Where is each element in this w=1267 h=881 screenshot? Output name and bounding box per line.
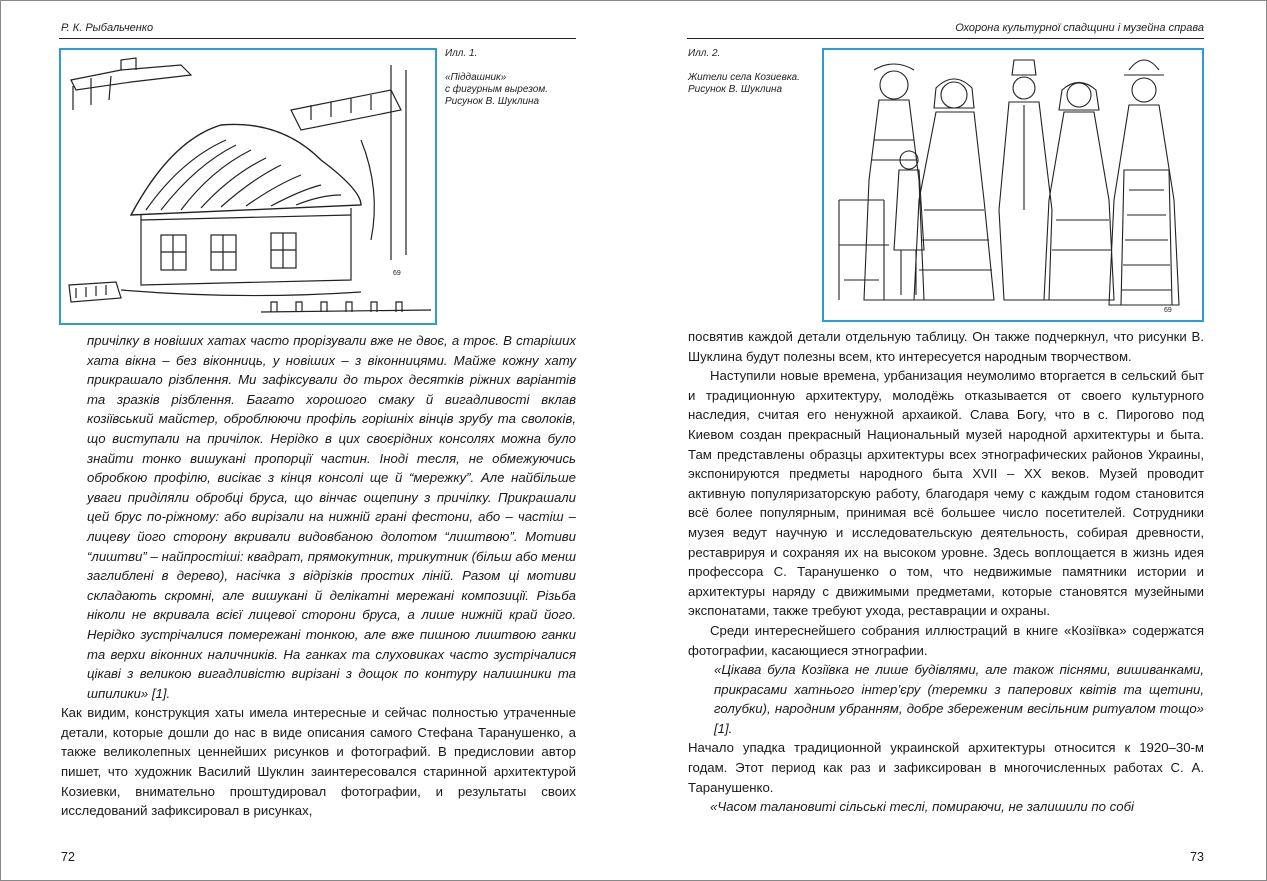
left-header: Р. К. Рыбальченко <box>61 22 154 34</box>
right-caption-line-2: Рисунок В. Шуклина <box>688 84 783 95</box>
left-caption-line-1: «Піддашник» <box>445 72 507 83</box>
right-header: Охорона культурної спадщини і музейна справа <box>955 22 1204 34</box>
right-signature: 69 <box>1164 307 1172 314</box>
right-header-rule <box>687 38 1204 39</box>
right-para-3: Среди интереснейшего собрания иллюстраций в книге «Козіївка» содержатся фотографии, касающиеся этнографии. <box>688 622 1204 658</box>
right-page <box>633 1 1266 880</box>
left-caption-number: Илл. 1. <box>445 48 478 59</box>
right-para-1: посвятив каждой детали отдельную таблицу. Он также подчеркнул, что рисунки В. Шуклина будут полезны всем, кто интересуется народным творчеством. <box>688 329 1204 364</box>
left-caption <box>445 48 595 108</box>
left-body-paragraph: Как видим, конструкция хаты имела интересные и сейчас полностью утраченные детали, которые дошли до нас в виде описания самого Стефана Таранушенко, а также великолепных ценнейших рисунков и фотографий. В предисловии автор пишет, что художник Василий Шуклин заинтересовался старинной архитектурой Козиевки, внимательно проштудировал фотографии, и результаты своих исследований зафиксировал в рисунках, <box>61 705 576 819</box>
left-caption-line-2: с фигурным вырезом. <box>445 84 549 95</box>
right-page-number: 73 <box>1190 850 1204 864</box>
right-quote-2: «Часом талановиті сільські теслі, помираючи, не залишили по собі <box>710 799 1134 815</box>
left-header-rule <box>59 38 576 39</box>
right-text-block <box>688 327 1204 817</box>
left-caption-line-3: Рисунок В. Шуклина <box>445 96 540 107</box>
thatched-house-drawing-icon <box>61 50 435 323</box>
villagers-drawing-icon <box>824 50 1202 320</box>
right-caption-number: Илл. 2. <box>688 48 721 59</box>
figure-villagers <box>822 48 1204 322</box>
left-quote-continued: причілку в новіших хатах часто прорізували вже не двоє, а троє. В старіших хата вікна – без віконниць, у новіших – з віконницями. Майже кожну хату прикрашало різблення. Ми зафіксували до тьрох десятків ріжних варіантів та зразків різблення. Багато хорошого смаку й вигадливості вклав козіївський майстер, оброблюючи профіль горішніх вінців зрубу та сволоків, що виступали на причілок. Нерідко в цих своєрідних консолях можна було знайти тонко вишукані пропорції частин. Іноді тесля, не обмежуючись обробкою профілю, висікає з кінця консолі ще й “мережку”. Але найбільше уваги приділяли обробці бруса, що вінчає ощепину з причілку. Прикрашали цей брус по-ріжному: або вирізали на нижній грані фестони, або – частіш – лицеву його сторону вкривали видовбаною долотом “лиштвою”. Мотиви “лиштви” – найпростіші: квадрат, прямокутник, трикутник (більш або менш заглиблені в дерево), насічка з відрізків простих ліній. Разом ці мотиви складають скромні, але вишукані й делікатні мережані композиції. Різьба ніколи не вкривала всієї лицевої сторони бруса, а лише нижній край його. Нерідко зустрічалися помережані тонкою, але вже пишною лиштвою ганки та верхи віконних наличників. На ганках та слуховиках часто зустрічалися цікаві з великою вигадливістю вирізані з дощок по контуру налишники та шпилики» [1]. <box>87 333 576 701</box>
left-page <box>1 1 633 880</box>
left-text-block <box>61 331 576 821</box>
left-page-number: 72 <box>61 850 75 864</box>
figure-house <box>59 48 437 325</box>
left-signature: 69 <box>393 270 401 277</box>
right-caption <box>688 48 828 96</box>
right-para-4: Начало упадка традиционной украинской архитектуры относится к 1920–30-м годам. Этот период как раз и зафиксирован в многочисленных работах С. А. Таранушенко. <box>688 740 1204 795</box>
right-caption-line-1: Жители села Козиевка. <box>688 72 800 83</box>
right-quote-1: «Цікава була Козіївка не лише будівлями, але також піснями, вишиванками, прикрасами хатнього інтер’єру (теремки з паперових квітів та щетини, голубки), народним убранням, добре збереженим весільним ритуалом тощо» [1]. <box>714 662 1204 736</box>
right-para-2: Наступили новые времена, урбанизация неумолимо вторгается в сельский быт и традиционную архитектуру, молодёжь отказывается от своего культурного наследия, считая его ненужной архаикой. Слава Богу, что в с. Пирогово под Киевом создан прекрасный Национальный музей народной архитектуры и быта. Там представлены образцы архитектуры всех этнографических районов Украины, экспонируются предметы народного быта XVII – XX веков. Музей проводит активную популяризаторскую работу, благодаря чему с каждым годом становится всё более популярным, принимая всё большее число посетителей. Сотрудники музея ведут научную и исследовательскую деятельность, собирая древности, реставрируя и сохраняя их на высоком уровне. Здесь воплощается в жизнь идея профессора С. Таранушенко о том, что недвижимые памятники истории и архитектуры наряду с движимыми предметами, которые становятся музейными экспонатами, также требуют ухода, реставрации и охраны. <box>688 368 1204 619</box>
